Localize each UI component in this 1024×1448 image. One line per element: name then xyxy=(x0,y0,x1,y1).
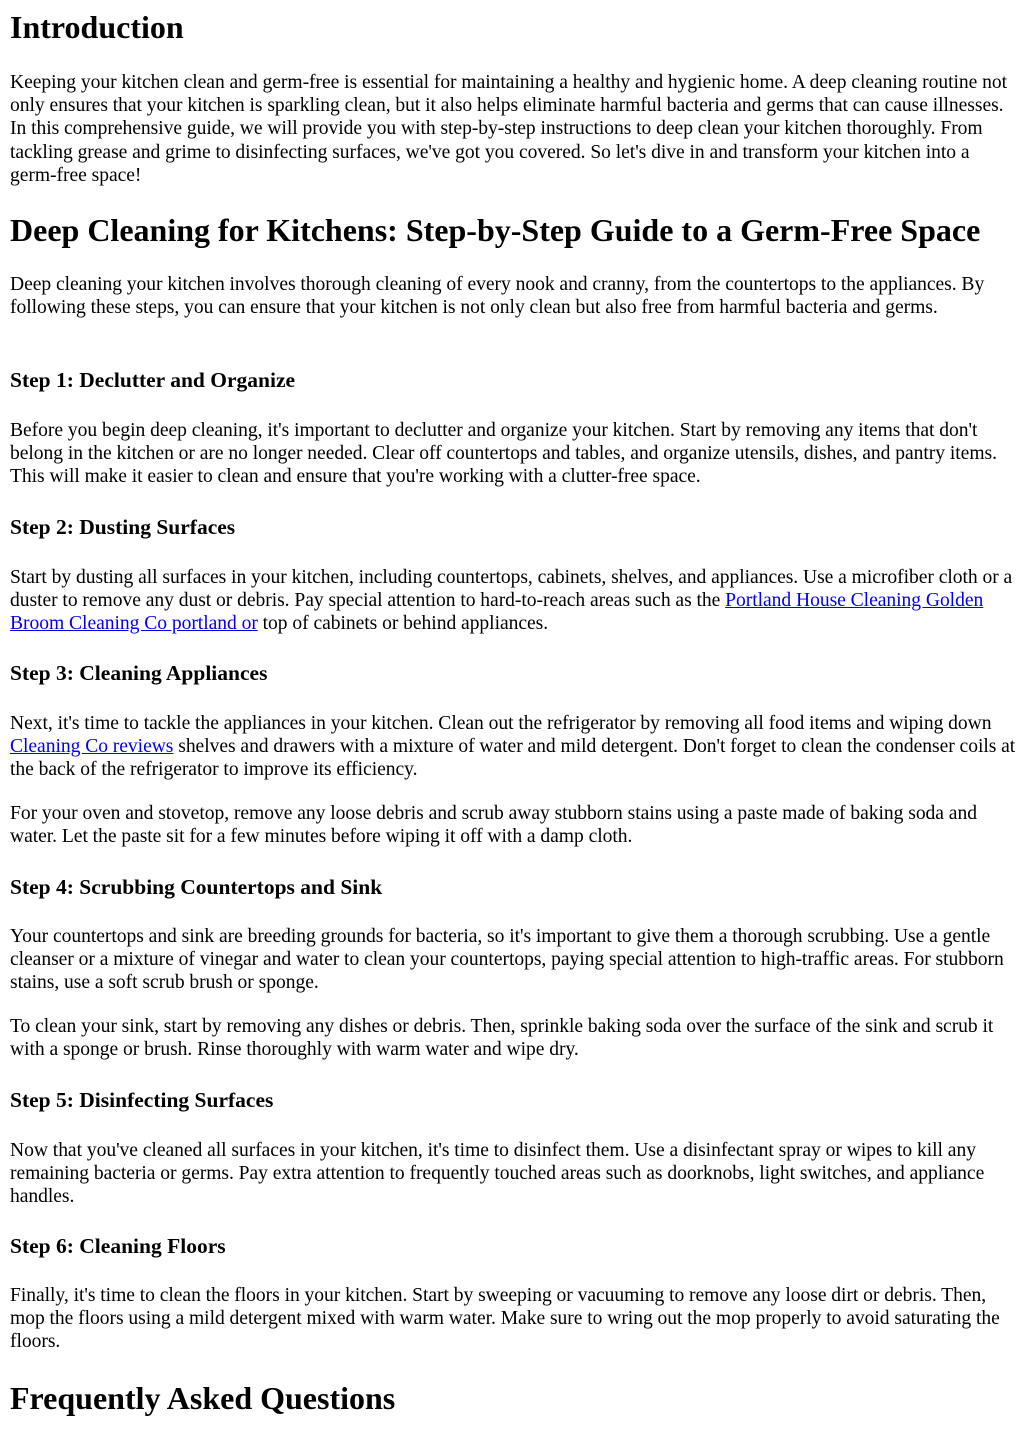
step6-paragraph: Finally, it's time to clean the floors in your kitchen. Start by sweeping or vacuuming to remove any loose dirt or debris. Then, mop the floors using a mild detergent mixed with warm water. Make sure to wring out the mop properly to avoid saturating the floors. xyxy=(10,1285,1000,1353)
step2-text-after: top of cabinets or behind appliances. xyxy=(257,613,549,635)
step3-text-before: Next, it's time to tackle the appliances in your kitchen. Clean out the refrigerator by removing all food items and wiping down xyxy=(10,713,992,734)
step3-paragraph-2: For your oven and stovetop, remove any loose debris and scrub away stubborn stains using a paste made of baking soda and water. Let the paste sit for a few minutes before wiping it off with a damp cloth. xyxy=(10,803,977,848)
section-heading-faq: Frequently Asked Questions xyxy=(10,1380,396,1416)
step2-paragraph xyxy=(10,566,1020,636)
step1-paragraph: Before you begin deep cleaning, it's important to declutter and organize your kitchen. Start by removing any items that don't belong in the kitchen or are no longer needed. Clear off countertops and tables, and organize utensils, dishes, and pantry items. This will make it easier to clean and ensure that you're working with a clutter-free space. xyxy=(10,420,997,488)
section-heading-introduction: Introduction xyxy=(10,9,184,45)
step-heading-1: Step 1: Declutter and Organize xyxy=(10,368,296,392)
step-heading-3: Step 3: Cleaning Appliances xyxy=(10,661,268,685)
step2-text-before: Start by dusting all surfaces in your kitchen, including countertops, cabinets, shelves, and appliances. Use a microfiber cloth or a duster to remove any dust or debris. Pay special attention to hard-to-reach areas such as the xyxy=(10,567,1013,612)
guide-paragraph: Deep cleaning your kitchen involves thorough cleaning of every nook and cranny, from the countertops to the appliances. By following these steps, you can ensure that your kitchen is not only clean but also free from harmful bacteria and germs. xyxy=(10,274,985,319)
portland-house-cleaning-link[interactable]: Portland House Cleaning Golden Broom Cleaning Co portland or xyxy=(10,590,984,635)
step-heading-5: Step 5: Disinfecting Surfaces xyxy=(10,1088,274,1112)
step3-paragraph-1 xyxy=(10,712,1020,782)
step-heading-6: Step 6: Cleaning Floors xyxy=(10,1234,226,1258)
step4-paragraph-1: Your countertops and sink are breeding grounds for bacteria, so it's important to give them a thorough scrubbing. Use a gentle cleanser or a mixture of vinegar and water to clean your countertops, paying special attention to high-traffic areas. For stubborn stains, use a soft scrub brush or sponge. xyxy=(10,926,1004,994)
intro-paragraph: Keeping your kitchen clean and germ-free is essential for maintaining a healthy and hygienic home. A deep cleaning routine not only ensures that your kitchen is sparkling clean, but it also helps eliminate harmful bacteria and germs that can cause illnesses. In this comprehensive guide, we will provide you with step-by-step instructions to deep clean your kitchen thoroughly. From tackling grease and grime to disinfecting surfaces, we've got you covered. So let's dive in and transform your kitchen into a germ-free space! xyxy=(10,72,1008,186)
step-heading-2: Step 2: Dusting Surfaces xyxy=(10,515,236,539)
cleaning-co-reviews-link[interactable]: Cleaning Co reviews xyxy=(10,736,174,758)
step-heading-4: Step 4: Scrubbing Countertops and Sink xyxy=(10,875,383,899)
section-heading-guide: Deep Cleaning for Kitchens: Step-by-Step Guide to a Germ-Free Space xyxy=(10,212,981,248)
step3-text-after: shelves and drawers with a mixture of water and mild detergent. Don't forget to clean the condenser coils at the back of the refrigerator to improve its efficiency. xyxy=(10,736,1016,781)
step4-paragraph-2: To clean your sink, start by removing any dishes or debris. Then, sprinkle baking soda over the surface of the sink and scrub it with a sponge or brush. Rinse thoroughly with warm water and wipe dry. xyxy=(10,1016,994,1061)
step5-paragraph: Now that you've cleaned all surfaces in your kitchen, it's time to disinfect them. Use a disinfectant spray or wipes to kill any remaining bacteria or germs. Pay extra attention to frequently touched areas such as doorknobs, light switches, and appliance handles. xyxy=(10,1140,985,1208)
